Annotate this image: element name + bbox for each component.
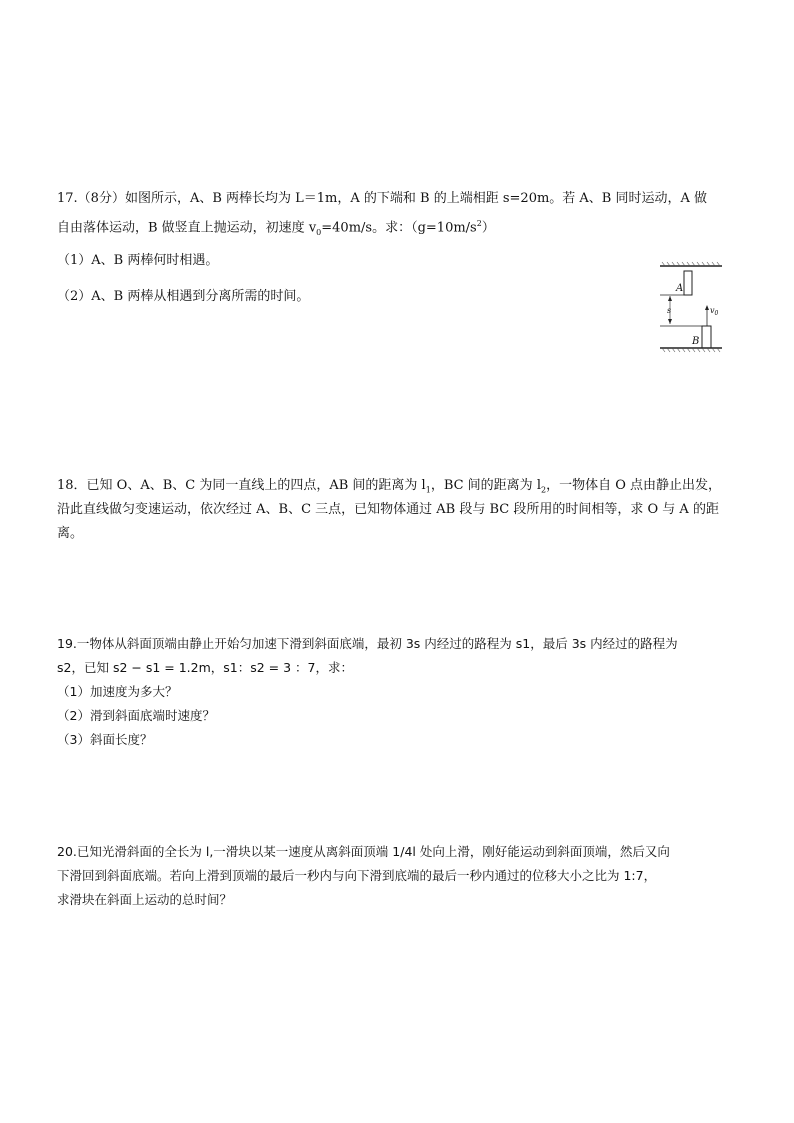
q20-line-3: 求滑块在斜面上运动的总时间？ <box>57 892 233 907</box>
q17-line-1: 17.（8分）如图所示，A、B 两棒长均为 L＝1m，A 的下端和 B 的上端相距 s=20m。若 A、B 同时运动，A 做 <box>57 191 708 206</box>
rod-b <box>702 326 711 348</box>
q18-line-3: 离。 <box>57 526 84 541</box>
q17-rods-figure <box>656 258 734 356</box>
q17-line-2-text-a: 自由落体运动，B 做竖直上抛运动，初速度 v <box>57 220 317 236</box>
q18-line-2: 沿此直线做匀变速运动，依次经过 A、B、C 三点，已知物体通过 AB 段与 BC 段所用的时间相等，求 O 与 A 的距 <box>57 502 719 517</box>
q17-line-2-text-c: ） <box>481 220 495 236</box>
v0-arrowhead <box>705 305 709 310</box>
q17-part-2: （2）A、B 两棒从相遇到分离所需的时间。 <box>57 289 310 304</box>
q19-part-3: （3）斜面长度？ <box>57 732 153 747</box>
label-s: s <box>667 306 672 315</box>
q18-line-1 <box>57 477 721 500</box>
label-a: A <box>676 283 684 294</box>
q18-line-1-text-a: 18．已知 O、A、B、C 为同一直线上的四点，AB 间的距离为 l <box>57 478 426 493</box>
q18-l2-subscript: 2 <box>540 485 547 495</box>
q20-line-2: 下滑回到斜面底端。若向上滑到顶端的最后一秒内与向下滑到底端的最后一秒内通过的位移大小之比为 1:7， <box>57 868 657 883</box>
q17-v0-subscript: 0 <box>316 227 322 237</box>
q19-part-2: （2）滑到斜面底端时速度？ <box>57 708 215 723</box>
q19-line-1: 19.一物体从斜面顶端由静止开始匀加速下滑到斜面底端，最初 3s 内经过的路程为 s1，最后 3s 内经过的路程为 <box>57 636 678 651</box>
label-b: B <box>692 336 700 347</box>
q18-l1-subscript: 1 <box>425 485 431 495</box>
rod-a <box>684 271 692 295</box>
q18-line-1-text-b: ，BC 间的距离为 l <box>430 478 541 493</box>
q19-part-1: （1）加速度为多大？ <box>57 684 178 699</box>
label-v0 <box>710 306 719 317</box>
q17-part-1: （1）A、B 两棒何时相遇。 <box>57 253 219 268</box>
q20-line-1: 20.已知光滑斜面的全长为 l,一滑块以某一速度从离斜面顶端 1/4l 处向上滑，刚好能运动到斜面顶端，然后又向 <box>57 844 670 859</box>
q17-g-superscript: 2 <box>476 219 482 228</box>
s-arrow-up <box>668 296 672 301</box>
label-v-sub: 0 <box>714 310 719 317</box>
q17-line-2 <box>57 215 495 242</box>
q19-line-2: s2，已知 s2 − s1 = 1.2m，s1：s2 = 3 ：7，求： <box>57 660 353 675</box>
s-arrow-down <box>668 319 672 324</box>
label-v: v <box>710 306 715 315</box>
q18-line-1-text-c: ，一物体自 O 点由静止出发， <box>546 478 722 493</box>
q17-line-2-text-b: =40m/s。求：（g=10m/s <box>321 220 477 236</box>
